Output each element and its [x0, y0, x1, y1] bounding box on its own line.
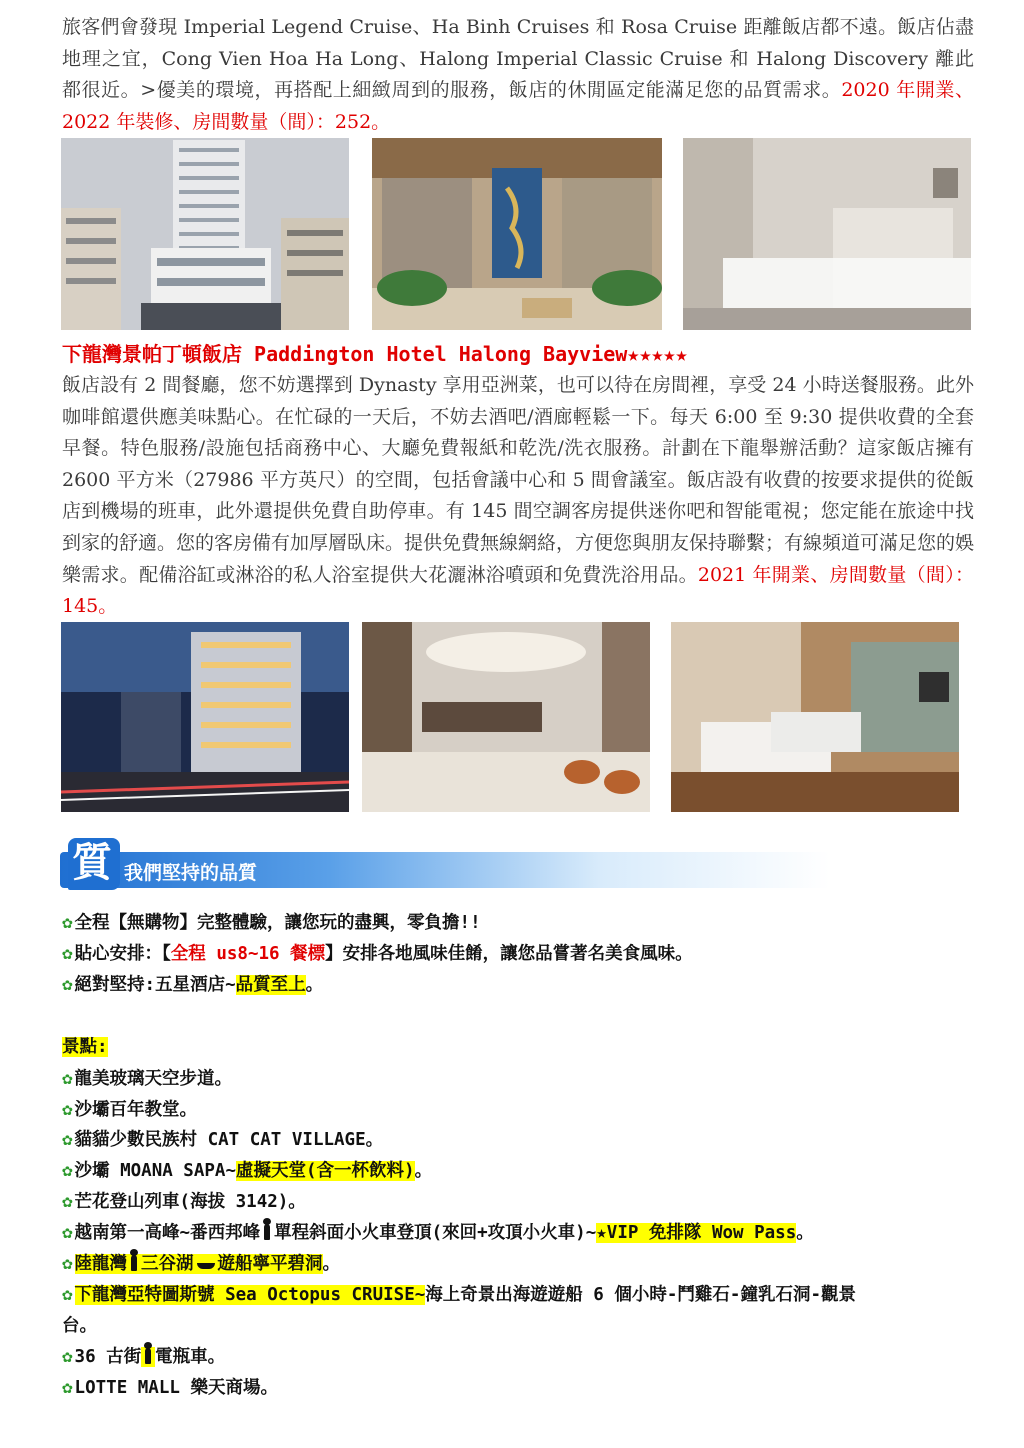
hotel-exterior-photo-1 [61, 138, 349, 330]
spots-heading [62, 1033, 108, 1058]
intro-paragraph [62, 12, 974, 138]
quality-item-text: 】安排各地風味佳餚，讓您品嘗著名美食風味。 [325, 944, 693, 964]
flower-bullet-icon: ✿ [62, 1100, 73, 1120]
intro-highlight: 2020 年開業、2022 年裝修、房間數量（間）：252。 [62, 79, 974, 133]
spot-text: 。 [322, 1254, 341, 1274]
spot-highlight: 下龍灣亞特圖斯號 Sea Octopus CRUISE~ [74, 1285, 426, 1305]
boat-icon [197, 1263, 215, 1269]
spot-text: 貓貓少數民族村 CAT CAT VILLAGE。 [74, 1130, 384, 1150]
spot-text: 。 [414, 1161, 433, 1181]
flower-bullet-icon: ✿ [62, 1378, 73, 1398]
spot-highlight: 虛擬天堂(含一杯飲料) [235, 1161, 415, 1181]
intro-text: 旅客們會發現 Imperial Legend Cruise、Ha Binh Cruises 和 Rosa Cruise 距離飯店都不遠。飯店佔盡地理之宜，Cong Vien Hoa Ha Long、Halong Imperial Classic Cruise 和 Halong Discovery 離此都很近。>優美的環境，再搭配上細緻周到的服務，飯店的休閒區定能滿足您的品質需求。 [62, 16, 974, 102]
spot-item [62, 1065, 232, 1090]
spot-item [62, 1281, 856, 1306]
flower-bullet-icon: ✿ [62, 1347, 73, 1367]
hotel-exterior-photo-2 [61, 622, 349, 812]
quality-badge [68, 838, 120, 890]
flower-bullet-icon: ✿ [62, 944, 73, 964]
spot-text: 。 [796, 1223, 814, 1243]
quality-item-no-shopping [62, 909, 481, 934]
quality-banner [60, 838, 830, 890]
hotel-highlight: 2021 年開業、房間數量（間）：145。 [62, 563, 974, 618]
spot-item [62, 1096, 197, 1121]
spot-text: 單程斜面小火車登頂(來回+攻頂小火車)~ [274, 1223, 597, 1243]
quality-item-hotels [62, 971, 323, 996]
spot-item [62, 1219, 814, 1244]
flower-bullet-icon: ✿ [62, 975, 73, 995]
flower-bullet-icon: ✿ [62, 1161, 73, 1181]
person-icon [145, 1348, 151, 1364]
spots-heading-text: 景點: [62, 1037, 108, 1057]
spot-text: 陸龍灣 [74, 1254, 128, 1274]
spot-text: LOTTE MALL 樂天商場。 [74, 1378, 278, 1398]
spot-item [62, 1157, 432, 1182]
quality-item-text: 。 [305, 975, 324, 995]
quality-item-highlight: 品質至上 [235, 975, 306, 995]
spot-text: 沙壩百年教堂。 [74, 1100, 198, 1120]
quality-badge-char: 質 [72, 840, 112, 886]
quality-item-text: 絕對堅持:五星酒店~ [74, 975, 236, 995]
spot-text: 越南第一高峰~番西邦峰 [74, 1223, 261, 1243]
quality-item-red-text: 全程 us8~16 餐標 [170, 944, 326, 964]
quality-banner-label: 我們堅持的品質 [124, 862, 258, 884]
flower-bullet-icon: ✿ [62, 1130, 73, 1150]
spot-item-continued [62, 1312, 97, 1337]
spot-text: 芒花登山列車(海拔 3142)。 [74, 1192, 306, 1212]
spot-text: 三谷湖 [141, 1254, 194, 1274]
spot-text: 電瓶車。 [155, 1347, 226, 1367]
hotel-paragraph [62, 370, 974, 623]
spot-text: 龍美玻璃天空步道。 [74, 1069, 233, 1089]
hotel-title: 下龍灣景帕丁頓飯店 Paddington Hotel Halong Bayview★★★★★ [62, 342, 688, 366]
spot-text: 36 古街 [74, 1347, 142, 1367]
spot-item [62, 1374, 278, 1399]
spot-item [62, 1188, 306, 1213]
spot-item [62, 1126, 383, 1151]
spot-text: 台。 [62, 1316, 97, 1336]
spot-text: 沙壩 MOANA SAPA~ [74, 1161, 236, 1181]
spot-text: 海上奇景出海遊遊船 6 個小時-鬥雞石-鐘乳石洞-觀景 [425, 1285, 856, 1305]
quality-item-meals [62, 940, 693, 965]
hotel-room-photo-2 [671, 622, 959, 812]
flower-bullet-icon: ✿ [62, 1192, 73, 1212]
flower-bullet-icon: ✿ [62, 1069, 73, 1089]
spot-item [62, 1250, 340, 1275]
flower-bullet-icon: ✿ [62, 1285, 73, 1305]
hotel-room-photo-1 [683, 138, 971, 330]
hotel-text: 飯店設有 2 間餐廳，您不妨選擇到 Dynasty 享用亞洲菜，也可以待在房間裡，享受 24 小時送餐服務。此外咖啡館還供應美味點心。在忙碌的一天后，不妨去酒吧/酒廊輕鬆一下。每天 6:00 至 9:30 提供收費的全套早餐。特色服務/設施包括商務中心、大廳免費報紙和乾洗/洗衣服務。計劃在下龍舉辦活動？這家飯店擁有 2600 平方米（27986 平方英尺）的空間，包括會議中心和 5 間會議室。飯店設有收費的按要求提供的從飯店到機場的班車，此外還提供免費自助停車。有 145 間空調客房提供迷你吧和智能電視；您定能在旅途中找到家的舒適。您的客房備有加厚層臥床。提供免費無線網絡，方便您與朋友保持聯繫；有線頻道可滿足您的娛樂需求。配備浴缸或淋浴的私人浴室提供大花灑淋浴噴頭和免費洗浴用品。 [62, 374, 975, 586]
flower-bullet-icon: ✿ [62, 1254, 73, 1274]
spot-highlight: ★VIP 免排隊 Wow Pass [596, 1223, 797, 1243]
flower-bullet-icon: ✿ [62, 913, 73, 933]
person-icon [131, 1255, 137, 1271]
spot-text: 遊船寧平碧洞 [217, 1254, 323, 1274]
quality-item-text: 全程【無購物】完整體驗，讓您玩的盡興，零負擔!! [74, 913, 481, 933]
quality-item-text: 貼心安排：【 [74, 944, 171, 964]
hotel-lobby-photo-1 [372, 138, 662, 330]
hotel-lobby-photo-2 [362, 622, 650, 812]
spot-item [62, 1343, 225, 1368]
flower-bullet-icon: ✿ [62, 1223, 73, 1243]
person-icon [264, 1224, 270, 1240]
